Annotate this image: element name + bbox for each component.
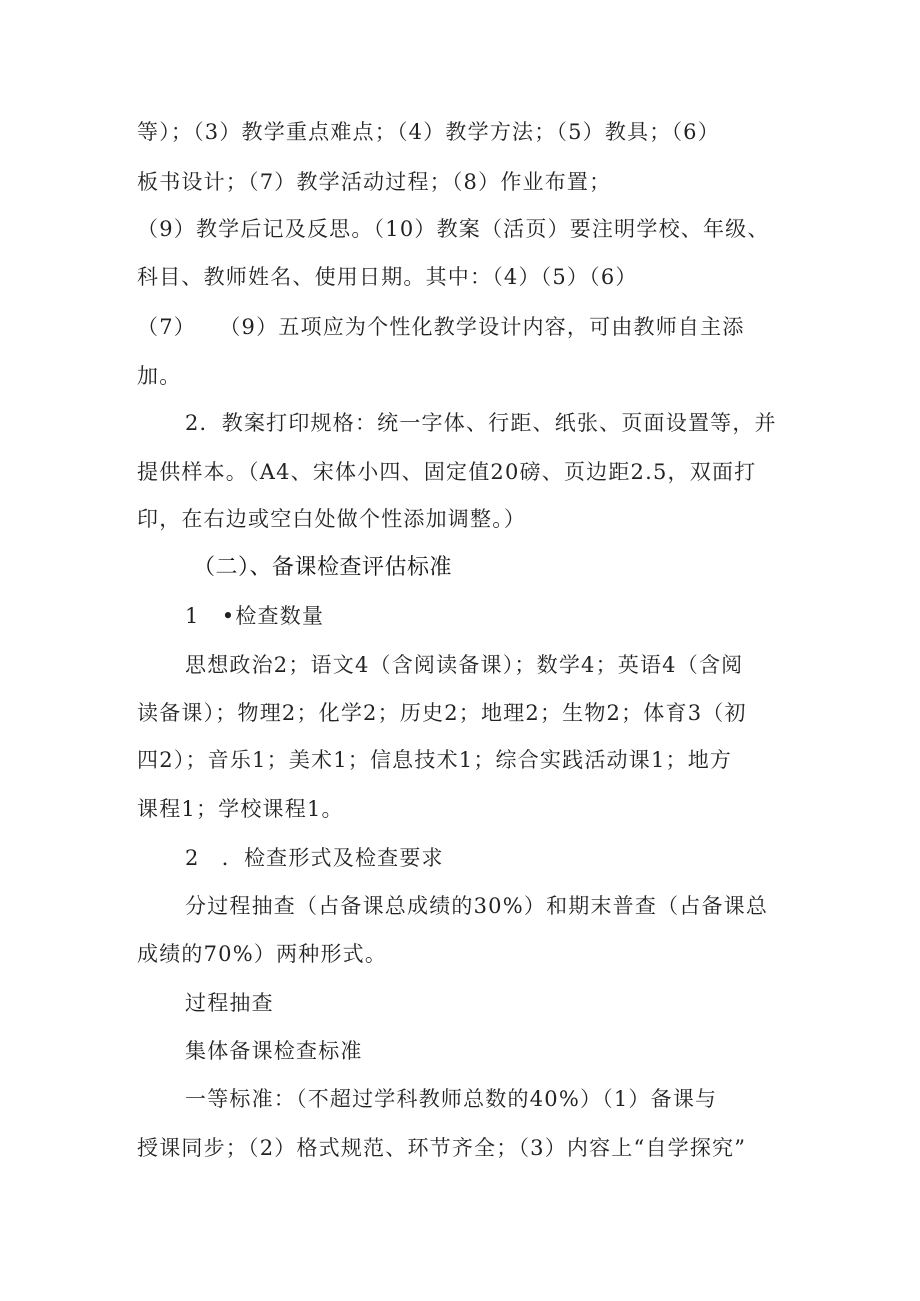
text-line: 课程1；学校课程1。 <box>137 797 344 821</box>
subsection-title: 1 •检查数量 <box>185 604 325 628</box>
text-line: 科目、教师姓名、使用日期。其中：（4）（5）（6） <box>137 265 638 289</box>
text-line: 分过程抽查（占备课总成绩的30%）和期末普查（占备课总 <box>185 894 769 918</box>
text-line: 思想政治2；语文4（含阅读备课）；数学4；英语4（含阅 <box>185 653 744 677</box>
subsection-title: 2 ．检查形式及检查要求 <box>185 846 444 870</box>
subsection-title: 集体备课检查标准 <box>185 1039 363 1063</box>
text-line: 授课同步；（2）格式规范、环节齐全；（3）内容上“自学探究” <box>137 1136 747 1160</box>
text-line: 2．教案打印规格：统一字体、行距、纸张、页面设置等，并 <box>185 411 777 435</box>
text-line: （7） （9）五项应为个性化教学设计内容，可由教师自主添 <box>137 315 745 339</box>
text-line: 板书设计；（7）教学活动过程；（8）作业布置； <box>137 170 612 194</box>
text-line: 加。 <box>137 364 182 388</box>
section-heading: （二）、备课检查评估标准 <box>193 555 453 580</box>
text-line: 等）；（3）教学重点难点；（4）教学方法；（5）教具；（6） <box>137 120 720 144</box>
text-line: 四2）；音乐1；美术1；信息技术1；综合实践活动课1；地方 <box>137 748 733 772</box>
text-line: （9）教学后记及反思。（10）教案（活页）要注明学校、年级、 <box>137 217 770 241</box>
text-line: 读备课）；物理2；化学2；历史2；地理2；生物2；体育3（初 <box>137 701 747 725</box>
text-line: 提供样本。（A4、宋体小四、固定值20磅、页边距2.5，双面打 <box>137 460 757 484</box>
subsection-title: 过程抽查 <box>185 991 274 1015</box>
text-line: 印，在右边或空白处做个性添加调整。） <box>137 507 527 531</box>
text-line: 一等标准：（不超过学科教师总数的40%）（1）备课与 <box>185 1087 718 1111</box>
text-line: 成绩的70%）两种形式。 <box>137 942 388 966</box>
